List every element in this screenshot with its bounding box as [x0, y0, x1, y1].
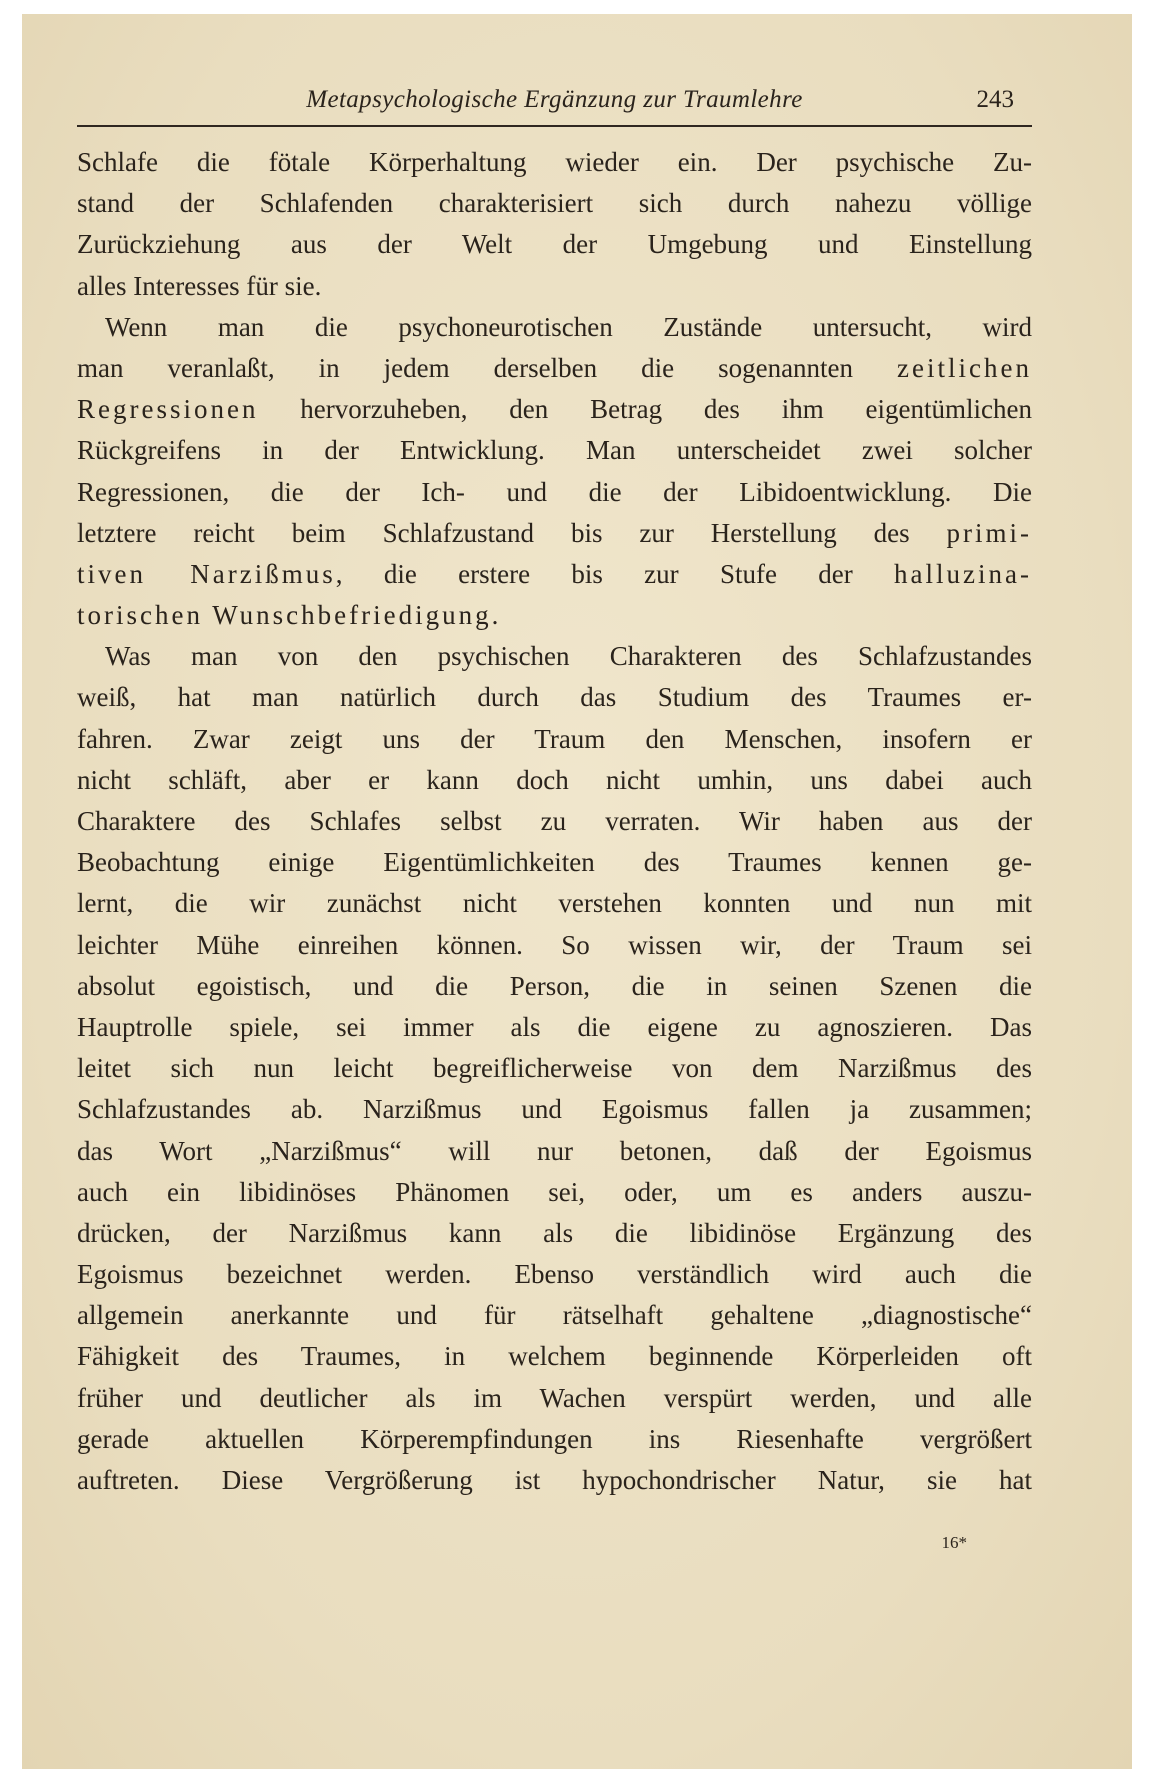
page-number: 243: [976, 86, 1014, 113]
text-line: auftreten. Diese Vergrößerung ist hypochondrischer Natur, sie hat: [77, 1465, 1032, 1495]
text-line: Charaktere des Schlafes selbst zu verraten. Wir haben aus der: [77, 806, 1032, 836]
emphasized-term: torischen Wunschbefriedigung: [77, 600, 492, 631]
text-segment: man veranlaßt, in jedem derselben die sogenannten: [77, 352, 898, 383]
text-line: [77, 348, 1032, 389]
text-line: leichter Mühe einreihen können. So wissen wir, der Traum sei: [77, 929, 1032, 960]
text-line: das Wort „Narzißmus“ will nur betonen, daß der Egoismus: [77, 1135, 1032, 1166]
running-head: [77, 86, 1032, 120]
text-segment: , die erstere bis zur Stufe der: [335, 558, 895, 589]
text-line: früher und deutlicher als im Wachen verspürt werden, und alle: [77, 1382, 1032, 1413]
text-line: [77, 513, 1032, 554]
text-line: gerade aktuellen Körperempfindungen ins Riesenhafte vergrößert: [77, 1423, 1032, 1454]
text-segment: hervorzuheben, den Betrag des ihm eigentümlichen: [258, 394, 1032, 425]
text-line: leitet sich nun leicht begreiflicherweise von dem Narzißmus des: [77, 1053, 1032, 1084]
text-segment: .: [491, 600, 499, 631]
text-line: Zurückziehung aus der Welt der Umgebung und Einstellung: [77, 229, 1032, 260]
text-segment: letztere reicht beim Schlafzustand bis zur Herstellung des: [77, 517, 947, 548]
signature-mark: 16*: [941, 1533, 967, 1552]
text-line: weiß, hat man natürlich durch das Studium des Traumes er-: [77, 682, 1032, 713]
text-line: [77, 554, 1032, 595]
book-page: [22, 14, 1132, 1769]
text-line: Rückgreifens in der Entwicklung. Man unterscheidet zwei solcher: [77, 435, 1032, 466]
emphasized-term: primi-: [946, 517, 1032, 548]
header-rule: [77, 125, 1032, 127]
text-line: Fähigkeit des Traumes, in welchem beginnende Körperleiden oft: [77, 1341, 1032, 1372]
text-line: allgemein anerkannte und für rätselhaft gehaltene „diagnostische“: [77, 1300, 1032, 1331]
text-line: Schlafe die fötale Körperhaltung wieder ein. Der psychische Zu-: [77, 147, 1032, 177]
text-line: stand der Schlafenden charakterisiert sich durch nahezu völlige: [77, 188, 1032, 219]
text-line: Wenn man die psychoneurotischen Zustände untersucht, wird: [105, 311, 1032, 342]
text-line: Hauptrolle spiele, sei immer als die eigene zu agnoszieren. Das: [77, 1011, 1032, 1042]
text-line: Schlafzustandes ab. Narzißmus und Egoismus fallen ja zusammen;: [77, 1094, 1032, 1125]
text-line: drücken, der Narzißmus kann als die libidinöse Ergänzung des: [77, 1217, 1032, 1248]
text-line: absolut egoistisch, und die Person, die in seinen Szenen die: [77, 970, 1032, 1001]
body-text: [77, 142, 1032, 1501]
text-line: Beobachtung einige Eigentümlichkeiten des Traumes kennen ge-: [77, 847, 1032, 878]
scanned-page: [22, 14, 1132, 1769]
text-line: nicht schläft, aber er kann doch nicht umhin, uns dabei auch: [77, 764, 1032, 795]
text-line: Egoismus bezeichnet werden. Ebenso verständlich wird auch die: [77, 1259, 1032, 1290]
emphasized-term: halluzina-: [894, 558, 1032, 589]
text-line: Regressionen, die der Ich- und die der Libidoentwicklung. Die: [77, 476, 1032, 507]
text-line: lernt, die wir zunächst nicht verstehen konnten und nun mit: [77, 888, 1032, 919]
text-line: Was man von den psychischen Charakteren des Schlafzustandes: [105, 641, 1032, 672]
text-line: fahren. Zwar zeigt uns der Traum den Menschen, insofern er: [77, 723, 1032, 754]
emphasized-term: Regressionen: [77, 394, 259, 425]
text-line: [77, 389, 1032, 430]
emphasized-term: zeitlichen: [897, 352, 1032, 383]
text-line: alles Interesses für sie.: [77, 270, 322, 301]
text-line: auch ein libidinöses Phänomen sei, oder, um es anders auszu-: [77, 1176, 1032, 1207]
emphasized-term: tiven Narzißmus: [77, 558, 336, 589]
running-title: Metapsychologische Ergänzung zur Traumlehre: [306, 86, 803, 113]
text-line: [77, 595, 1032, 636]
